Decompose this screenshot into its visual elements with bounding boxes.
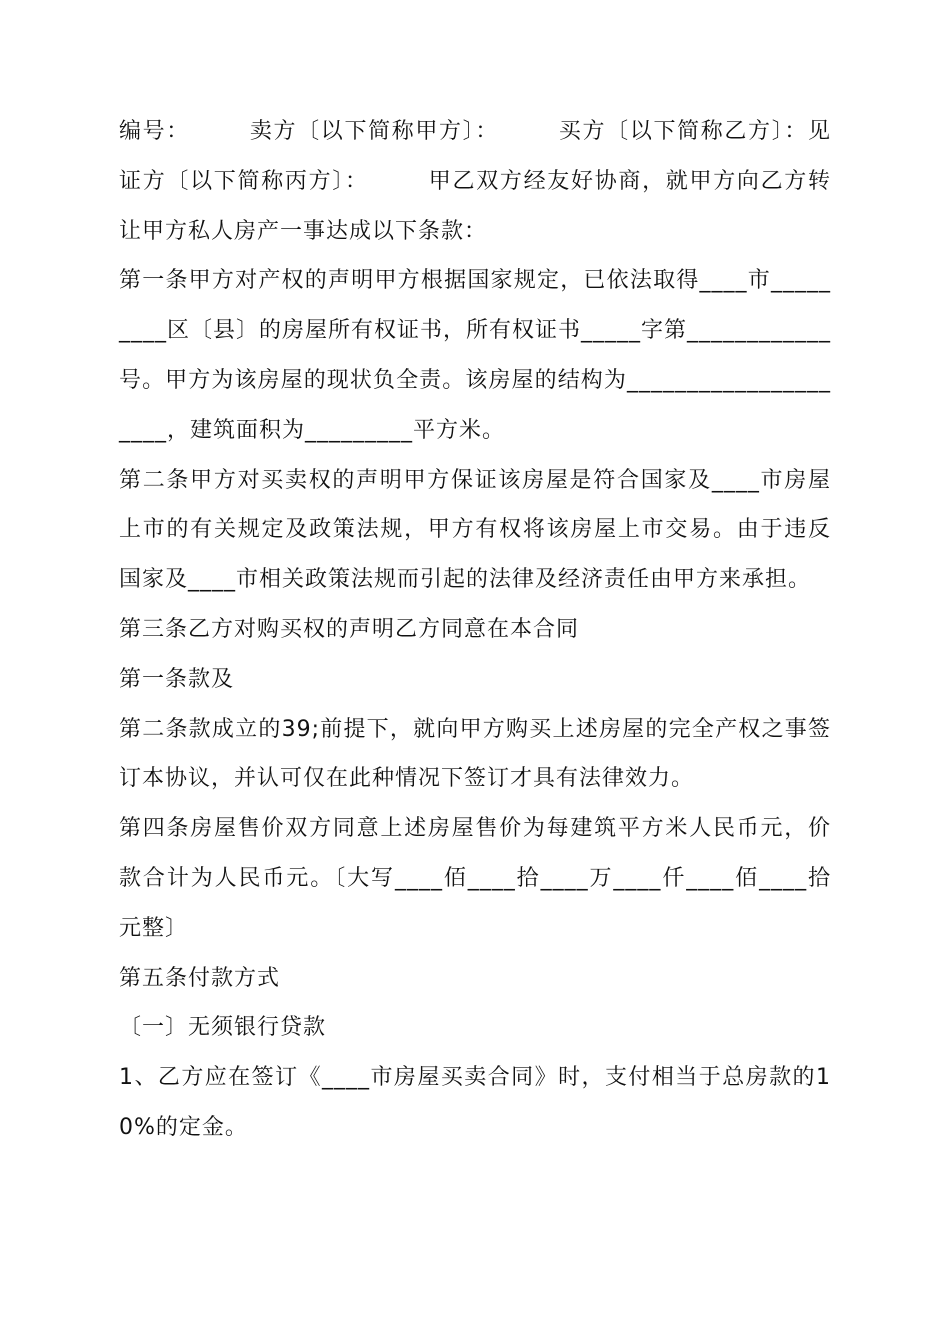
- contract-header-paragraph: 编号： 卖方〔以下简称甲方〕： 买方〔以下简称乙方〕：见证方〔以下简称丙方〕： 甲乙双方经友好协商，就甲方向乙方转让甲方私人房产一事达成以下条款：: [119, 119, 831, 244]
- article-4-paragraph: 第四条房屋售价双方同意上述房屋售价为每建筑平方米人民币元，价款合计为人民币元。〔大写____佰____拾____万____仟____佰____拾元整〕: [119, 816, 831, 941]
- article-3-paragraph: 第三条乙方对购买权的声明乙方同意在本合同: [119, 616, 580, 642]
- article-3-continued-1: 第一条款及: [119, 666, 235, 692]
- article-1-paragraph: 第一条甲方对产权的声明甲方根据国家规定，已依法取得____市_________区〔县〕的房屋所有权证书，所有权证书_____字第____________号。甲方为该房屋的现状负全责。该房屋的结构为_____________________，建筑面积为_________平方米。: [119, 268, 832, 443]
- article-5-item-1: 1、乙方应在签订《____市房屋买卖合同》时，支付相当于总房款的10%的定金。: [119, 1065, 831, 1140]
- article-3-continued-2: 第二条款成立的39;前提下，就向甲方购买上述房屋的完全产权之事签订本协议，并认可仅在此种情况下签订才具有法律效力。: [119, 716, 831, 792]
- article-5-heading: 第五条付款方式: [119, 965, 281, 991]
- article-5-subheading: 〔一〕无须银行贷款: [119, 1015, 327, 1041]
- document-body: [119, 107, 831, 1153]
- article-2-paragraph: 第二条甲方对买卖权的声明甲方保证该房屋是符合国家及____市房屋上市的有关规定及政策法规，甲方有权将该房屋上市交易。由于违反国家及____市相关政策法规而引起的法律及经济责任由甲方来承担。: [119, 467, 831, 593]
